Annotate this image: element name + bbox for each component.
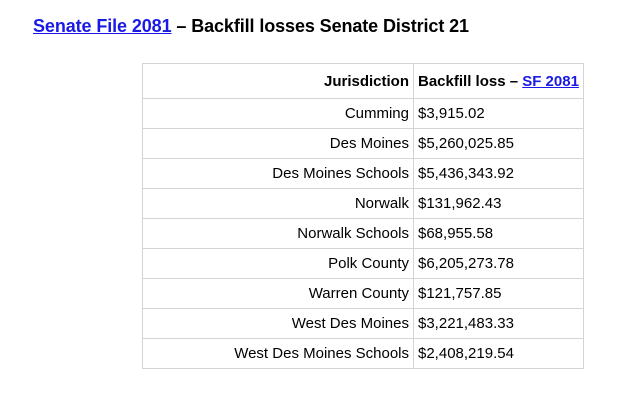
heading-title-text: – Backfill losses Senate District 21 — [171, 16, 469, 36]
table-row — [143, 99, 584, 129]
backfill-loss-cell: $2,408,219.54 — [414, 339, 584, 369]
table-header-row — [143, 64, 584, 99]
backfill-loss-cell: $121,757.85 — [414, 279, 584, 309]
header-backfill-loss-label: Backfill loss – — [418, 72, 523, 90]
table-row — [143, 279, 584, 309]
table-row — [143, 309, 584, 339]
backfill-loss-cell: $3,915.02 — [414, 99, 584, 129]
backfill-loss-cell: $131,962.43 — [414, 189, 584, 219]
table-row — [143, 339, 584, 369]
page-heading — [33, 16, 469, 37]
jurisdiction-cell: Norwalk — [143, 189, 414, 219]
table-row — [143, 129, 584, 159]
jurisdiction-cell: Warren County — [143, 279, 414, 309]
backfill-loss-cell: $5,260,025.85 — [414, 129, 584, 159]
jurisdiction-cell: Norwalk Schools — [143, 219, 414, 249]
sf-2081-link[interactable]: SF 2081 — [522, 72, 579, 90]
jurisdiction-cell: West Des Moines Schools — [143, 339, 414, 369]
table-row — [143, 219, 584, 249]
header-backfill-loss — [414, 64, 584, 99]
table-row — [143, 249, 584, 279]
backfill-losses-table — [142, 63, 584, 369]
backfill-loss-cell: $3,221,483.33 — [414, 309, 584, 339]
table-row — [143, 159, 584, 189]
jurisdiction-cell: Cumming — [143, 99, 414, 129]
senate-file-link[interactable]: Senate File 2081 — [33, 16, 172, 36]
backfill-loss-cell: $6,205,273.78 — [414, 249, 584, 279]
jurisdiction-cell: Des Moines Schools — [143, 159, 414, 189]
backfill-loss-cell: $5,436,343.92 — [414, 159, 584, 189]
jurisdiction-cell: Polk County — [143, 249, 414, 279]
jurisdiction-cell: West Des Moines — [143, 309, 414, 339]
header-jurisdiction: Jurisdiction — [143, 64, 414, 99]
jurisdiction-cell: Des Moines — [143, 129, 414, 159]
table-row — [143, 189, 584, 219]
backfill-loss-cell: $68,955.58 — [414, 219, 584, 249]
